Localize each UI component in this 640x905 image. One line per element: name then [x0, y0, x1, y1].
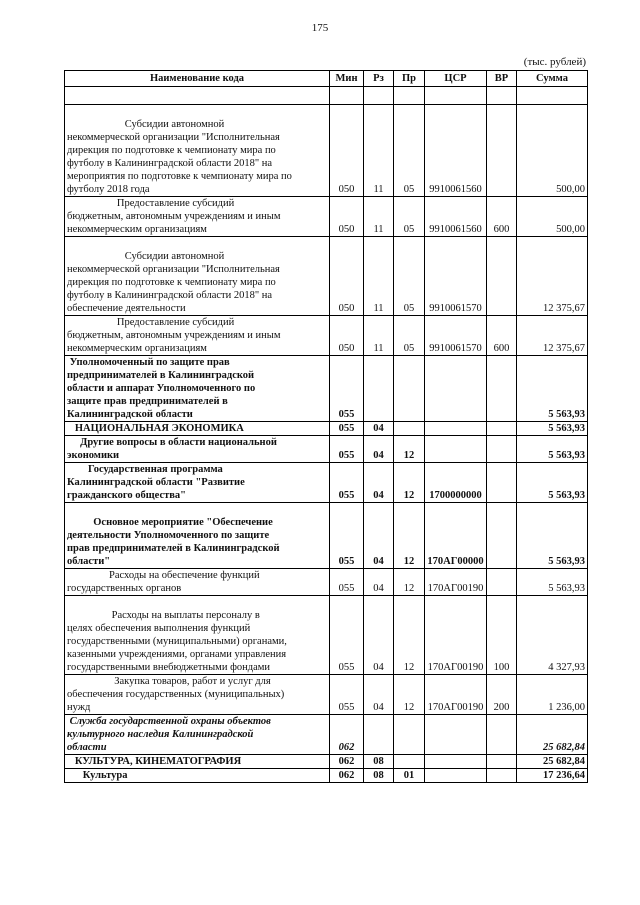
table-header-row — [65, 71, 588, 87]
header-name: Наименование кода — [65, 71, 330, 87]
cell-name: Культура — [65, 769, 330, 783]
cell-sum: 5 563,93 — [517, 503, 588, 569]
cell-csr: 9910061560 — [425, 197, 487, 237]
blank-row — [65, 87, 588, 105]
cell-csr — [425, 422, 487, 436]
cell-csr: 1700000000 — [425, 463, 487, 503]
cell-min: 055 — [330, 436, 364, 463]
cell-vr — [487, 422, 517, 436]
cell-pr: 05 — [394, 316, 425, 356]
cell-name: Субсидии автономной некоммерческой организации "Исполнительная дирекция по подготовке к чемпионату мира по футболу в Калининградской области 2018" на обеспечение деятельности — [65, 237, 330, 316]
cell-pr: 12 — [394, 675, 425, 715]
cell-min: 062 — [330, 715, 364, 755]
cell-min: 055 — [330, 356, 364, 422]
cell-rz: 04 — [364, 569, 394, 596]
cell-vr — [487, 503, 517, 569]
cell-name: КУЛЬТУРА, КИНЕМАТОГРАФИЯ — [65, 755, 330, 769]
cell-pr — [394, 755, 425, 769]
cell-rz: 11 — [364, 316, 394, 356]
header-csr: ЦСР — [425, 71, 487, 87]
table-row — [65, 503, 588, 569]
cell-pr: 12 — [394, 569, 425, 596]
cell-name: Предоставление субсидий бюджетным, автономным учреждениям и иным некоммерческим организациям — [65, 197, 330, 237]
cell-sum: 5 563,93 — [517, 436, 588, 463]
cell-pr: 05 — [394, 197, 425, 237]
cell-pr — [394, 422, 425, 436]
cell-pr: 12 — [394, 596, 425, 675]
table-row — [65, 197, 588, 237]
cell-vr — [487, 436, 517, 463]
cell-pr: 12 — [394, 463, 425, 503]
cell-pr: 12 — [394, 503, 425, 569]
table-row — [65, 316, 588, 356]
cell-min: 055 — [330, 675, 364, 715]
cell-sum: 12 375,67 — [517, 237, 588, 316]
header-sum: Сумма — [517, 71, 588, 87]
table-body — [65, 87, 588, 783]
cell-name: Закупка товаров, работ и услуг для обеспечения государственных (муниципальных) нужд — [65, 675, 330, 715]
cell-vr: 100 — [487, 596, 517, 675]
cell-rz: 08 — [364, 769, 394, 783]
cell-min: 050 — [330, 237, 364, 316]
cell-csr: 170АГ00000 — [425, 503, 487, 569]
cell-vr — [487, 569, 517, 596]
cell-sum: 5 563,93 — [517, 356, 588, 422]
cell-name: Уполномоченный по защите прав предпринимателей в Калининградской области и аппарат Уполномоченного по защите прав предпринимателей в Калининградской области — [65, 356, 330, 422]
cell-vr — [487, 237, 517, 316]
cell-name: Другие вопросы в области национальной экономики — [65, 436, 330, 463]
cell-sum: 1 236,00 — [517, 675, 588, 715]
cell-name: Субсидии автономной некоммерческой организации "Исполнительная дирекция по подготовке к чемпионату мира по футболу в Калининградской области 2018" на мероприятия по подготовке к чемпионату мира по футболу 2018 года — [65, 105, 330, 197]
table-row — [65, 356, 588, 422]
cell-name: Расходы на выплаты персоналу в целях обеспечения выполнения функций государственными (муниципальными) органами, казенными учреждениями, органами управления государственными внебюджетными фондами — [65, 596, 330, 675]
cell-csr — [425, 715, 487, 755]
table-row — [65, 237, 588, 316]
page-number: 175 — [311, 22, 329, 34]
table-row — [65, 715, 588, 755]
cell-rz: 04 — [364, 503, 394, 569]
cell-rz: 04 — [364, 422, 394, 436]
cell-vr — [487, 463, 517, 503]
table-row — [65, 422, 588, 436]
cell-pr: 01 — [394, 769, 425, 783]
cell-name: Основное мероприятие "Обеспечение деятельности Уполномоченного по защите прав предпринимателей в Калининградской области" — [65, 503, 330, 569]
cell-vr — [487, 715, 517, 755]
cell-min: 062 — [330, 769, 364, 783]
cell-name: Расходы на обеспечение функций государственных органов — [65, 569, 330, 596]
cell-name: Предоставление субсидий бюджетным, автономным учреждениям и иным некоммерческим организациям — [65, 316, 330, 356]
cell-pr — [394, 356, 425, 422]
cell-sum: 17 236,64 — [517, 769, 588, 783]
table-row — [65, 769, 588, 783]
cell-vr — [487, 769, 517, 783]
table-row — [65, 755, 588, 769]
cell-vr — [487, 356, 517, 422]
table-row — [65, 463, 588, 503]
cell-sum: 5 563,93 — [517, 569, 588, 596]
cell-vr — [487, 755, 517, 769]
cell-min: 050 — [330, 316, 364, 356]
cell-csr: 9910061570 — [425, 316, 487, 356]
table-row — [65, 105, 588, 197]
cell-rz: 11 — [364, 105, 394, 197]
cell-min: 055 — [330, 503, 364, 569]
cell-rz — [364, 356, 394, 422]
cell-name: Служба государственной охраны объектов культурного наследия Калининградской области — [65, 715, 330, 755]
budget-table — [64, 70, 588, 783]
cell-csr: 170АГ00190 — [425, 596, 487, 675]
header-vr: ВР — [487, 71, 517, 87]
cell-rz: 08 — [364, 755, 394, 769]
cell-sum: 5 563,93 — [517, 463, 588, 503]
cell-min: 055 — [330, 596, 364, 675]
cell-csr — [425, 436, 487, 463]
cell-vr: 200 — [487, 675, 517, 715]
cell-pr: 05 — [394, 105, 425, 197]
cell-sum: 500,00 — [517, 197, 588, 237]
cell-min: 055 — [330, 422, 364, 436]
cell-min: 062 — [330, 755, 364, 769]
header-min: Мин — [330, 71, 364, 87]
cell-pr — [394, 715, 425, 755]
cell-csr: 9910061560 — [425, 105, 487, 197]
cell-vr: 600 — [487, 197, 517, 237]
cell-pr: 12 — [394, 436, 425, 463]
cell-rz: 04 — [364, 675, 394, 715]
cell-min: 055 — [330, 569, 364, 596]
cell-vr: 600 — [487, 316, 517, 356]
cell-min: 050 — [330, 105, 364, 197]
header-pr: Пр — [394, 71, 425, 87]
cell-sum: 25 682,84 — [517, 715, 588, 755]
cell-min: 050 — [330, 197, 364, 237]
cell-sum: 500,00 — [517, 105, 588, 197]
header-rz: Рз — [364, 71, 394, 87]
cell-sum: 4 327,93 — [517, 596, 588, 675]
cell-csr — [425, 755, 487, 769]
table-row — [65, 675, 588, 715]
units-label: (тыс. рублей) — [523, 56, 586, 68]
cell-sum: 12 375,67 — [517, 316, 588, 356]
cell-rz — [364, 715, 394, 755]
cell-rz: 11 — [364, 197, 394, 237]
cell-csr — [425, 356, 487, 422]
cell-min: 055 — [330, 463, 364, 503]
cell-csr: 170АГ00190 — [425, 569, 487, 596]
cell-rz: 11 — [364, 237, 394, 316]
cell-rz: 04 — [364, 596, 394, 675]
cell-vr — [487, 105, 517, 197]
cell-csr — [425, 769, 487, 783]
table-row — [65, 569, 588, 596]
cell-csr: 9910061570 — [425, 237, 487, 316]
table-row — [65, 596, 588, 675]
cell-name: Государственная программа Калининградской области "Развитие гражданского общества" — [65, 463, 330, 503]
cell-csr: 170АГ00190 — [425, 675, 487, 715]
cell-name: НАЦИОНАЛЬНАЯ ЭКОНОМИКА — [65, 422, 330, 436]
cell-sum: 25 682,84 — [517, 755, 588, 769]
cell-rz: 04 — [364, 436, 394, 463]
cell-pr: 05 — [394, 237, 425, 316]
table-row — [65, 436, 588, 463]
cell-sum: 5 563,93 — [517, 422, 588, 436]
cell-rz: 04 — [364, 463, 394, 503]
